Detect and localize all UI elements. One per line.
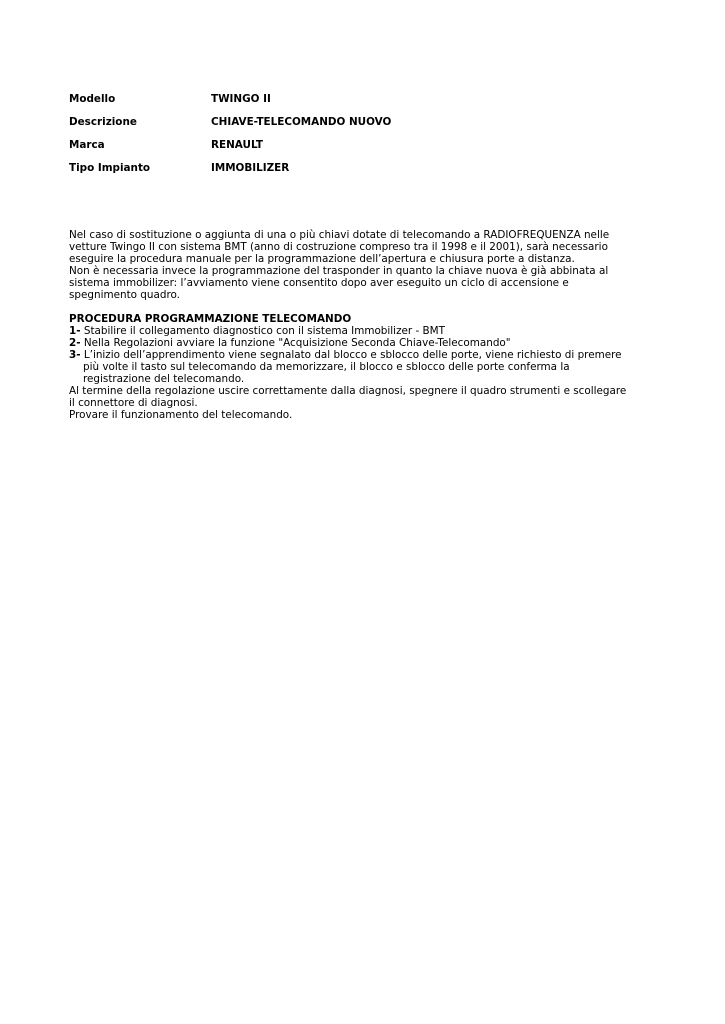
vehicle-info-table (69, 92, 391, 184)
step-text: Nella Regolazioni avviare la funzione "Acquisizione Seconda Chiave-Telecomando" (83, 337, 511, 349)
info-value: TWINGO II (211, 93, 271, 105)
document-body (69, 229, 629, 421)
info-label: Modello (69, 93, 116, 105)
info-value: RENAULT (211, 139, 263, 151)
closing-paragraph: Provare il funzionamento del telecomando. (69, 409, 293, 421)
info-row-modello (69, 92, 391, 115)
spacer (69, 301, 629, 313)
info-label: Descrizione (69, 116, 137, 128)
procedure-step (69, 337, 629, 349)
info-row-descrizione (69, 115, 391, 138)
info-value: IMMOBILIZER (211, 162, 290, 174)
info-label: Tipo Impianto (69, 162, 151, 174)
procedure-step (69, 349, 629, 385)
step-text: Stabilire il collegamento diagnostico con il sistema Immobilizer - BMT (83, 325, 445, 337)
intro-paragraph: Non è necessaria invece la programmazione del trasponder in quanto la chiave nuova è già abbinata al sistema immobilizer: l’avviamento viene consentito dopo aver eseguito un ciclo di accensione e spegnimento quadro. (69, 265, 609, 301)
step-number: 3- (69, 349, 81, 361)
info-label: Marca (69, 139, 105, 151)
info-row-marca (69, 138, 391, 161)
info-value: CHIAVE-TELECOMANDO NUOVO (211, 116, 392, 128)
procedure-title: PROCEDURA PROGRAMMAZIONE TELECOMANDO (69, 313, 352, 325)
step-number: 1- (69, 325, 81, 337)
step-number: 2- (69, 337, 81, 349)
info-row-tipo-impianto (69, 161, 391, 184)
closing-paragraph: Al termine della regolazione uscire correttamente dalla diagnosi, spegnere il quadro strumenti e scollegare il connettore di diagnosi. (69, 385, 627, 409)
procedure-step (69, 325, 629, 337)
step-text: L’inizio dell’apprendimento viene segnalato dal blocco e sblocco delle porte, viene richiesto di premere più volte il tasto sul telecomando da memorizzare, il blocco e sblocco delle porte conferma la registrazione del telecomando. (83, 349, 622, 385)
intro-paragraph: Nel caso di sostituzione o aggiunta di una o più chiavi dotate di telecomando a RADIOFREQUENZA nelle vetture Twingo II con sistema BMT (anno di costruzione compreso tra il 1998 e il 2001), sarà necessario eseguire la procedura manuale per la programmazione dell’apertura e chiusura porte a distanza. (69, 229, 610, 265)
